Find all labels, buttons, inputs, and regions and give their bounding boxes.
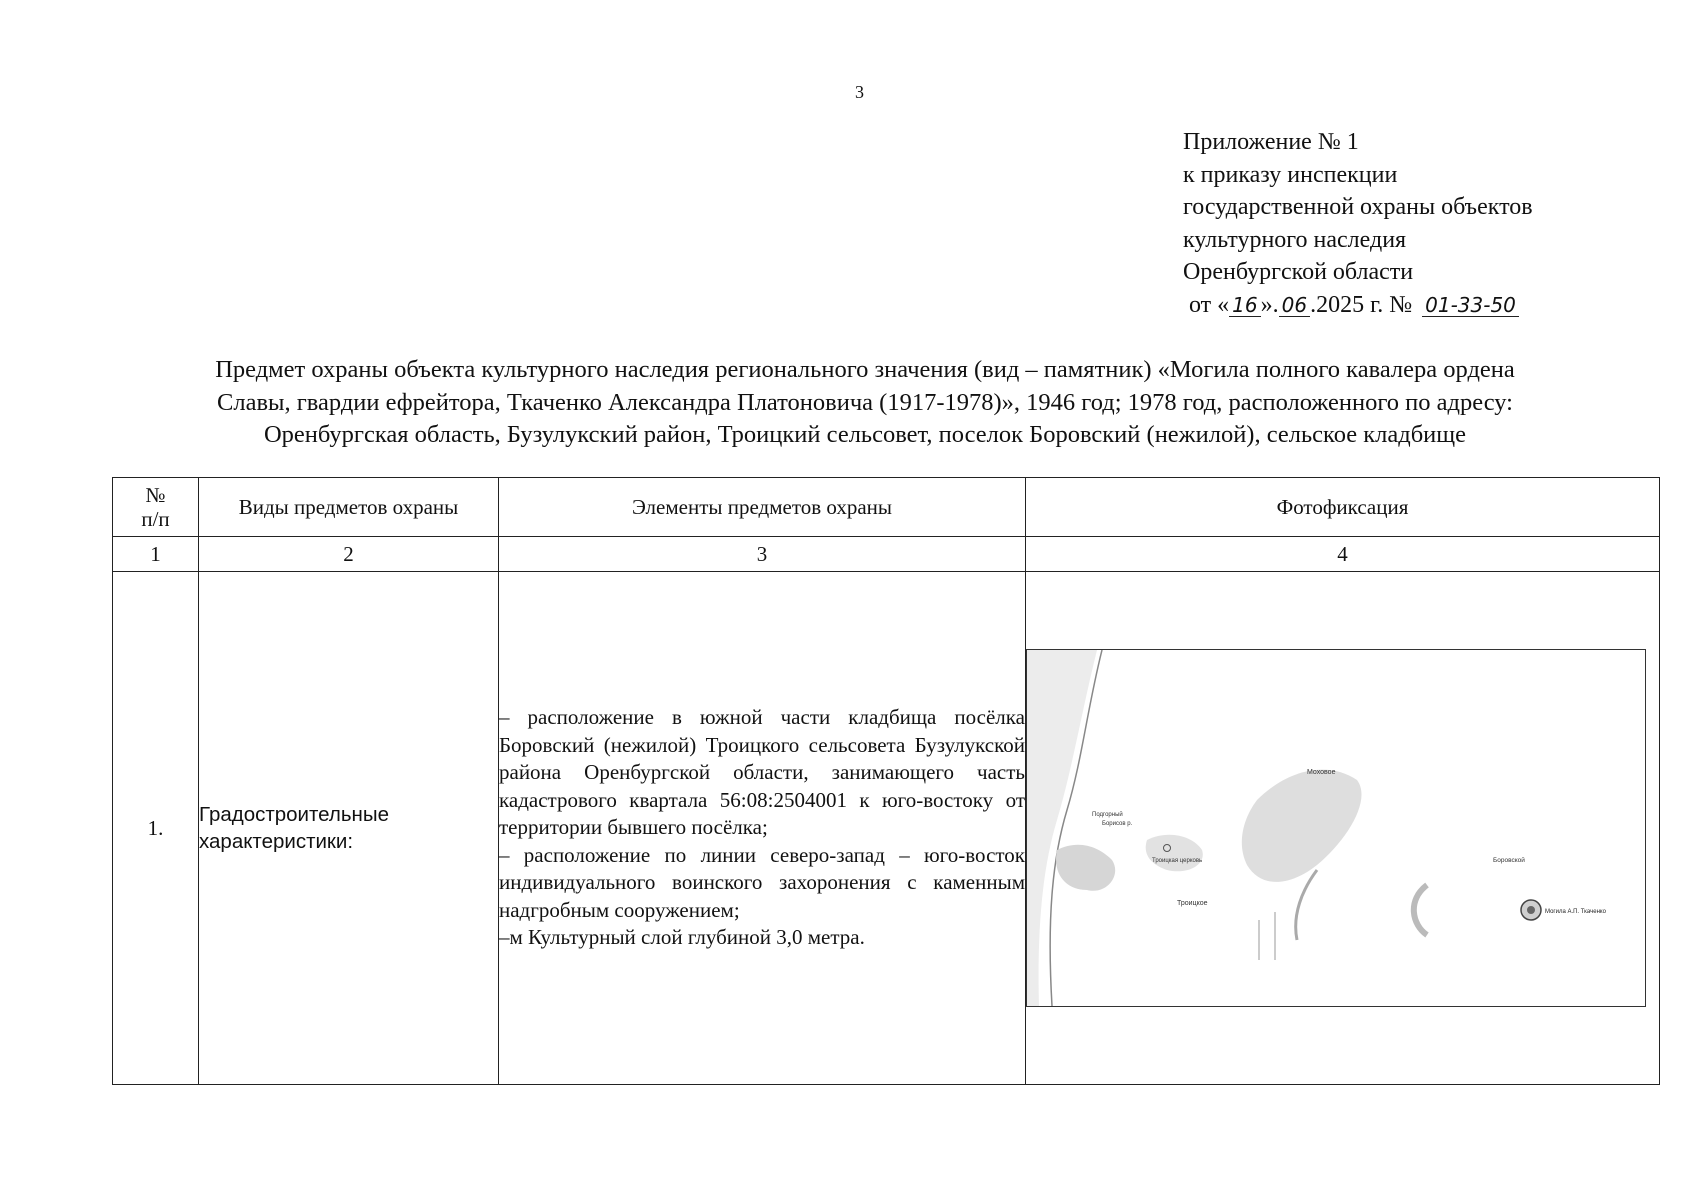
column-number: 4 [1026,537,1660,572]
map-label: Могила А.П. Ткаченко [1545,909,1606,915]
page-number: 3 [855,82,864,102]
map-label: Моховое [1307,769,1336,776]
element-item: – расположение в южной части кладбища посёлка Боровский (нежилой) Троицкого сельсовета Бузулукской района Оренбургской области, занимающего часть кадастрового квартала 56:08:2504001 к юго-востоку от территории бывшего посёлка; [499,705,1025,840]
table-row [113,572,1660,1085]
header-types: Виды предметов охраны [199,478,499,537]
row-number: 1. [113,572,199,1085]
map-label: Подгорный [1092,812,1123,818]
order-year: .2025 г. № [1310,291,1413,318]
row-type: Градостроительные характеристики: [199,572,499,1085]
table-header-row [113,478,1660,537]
appendix-line: Оренбургской области [1183,259,1414,285]
title-line: Оренбургская область, Бузулукский район, Троицкий сельсовет, поселок Боровский (нежилой), сельское кладбище [263,421,1467,448]
column-number: 2 [199,537,499,572]
title-line: Славы, гвардии ефрейтора, Ткаченко Александра Платоновича (1917-1978)», 1946 год; 1978 год, расположенного по адресу: [217,388,1513,416]
title-line: Предмет охраны объекта культурного наследия регионального значения (вид – памятник) «Могила полного кавалера ордена [215,356,1515,383]
order-sep: ». [1260,291,1279,318]
grave-marker-center [1527,906,1535,914]
element-item: –м Культурный слой глубиной 3,0 метра. [499,925,865,950]
map-label: Борисов р. [1102,821,1133,827]
appendix-block [1183,126,1533,321]
header-photo: Фотофиксация [1026,478,1660,537]
header-elements: Элементы предметов охраны [499,478,1026,537]
map-label: Троицкое [1177,900,1208,907]
element-item: – расположение по линии северо-запад – юго-восток индивидуального воинского захоронения с каменным надгробным сооружением; [499,842,1025,922]
column-number: 1 [113,537,199,572]
order-number-handwritten: 01-33-50 [1422,294,1519,317]
column-number-row [113,537,1660,572]
document-title [100,354,1630,452]
row-photo [1026,572,1660,1085]
appendix-line: к приказу инспекции [1183,161,1398,188]
order-prefix: от « [1189,291,1230,318]
map-label: Боровской [1493,857,1525,864]
header-number: № п/п [113,478,199,537]
column-number: 3 [499,537,1026,572]
location-map [1026,649,1646,1007]
order-month-handwritten: 06 [1279,294,1310,317]
order-date-line [1183,289,1533,322]
appendix-line: культурного наследия [1183,226,1407,253]
appendix-line: государственной охраны объектов [1183,194,1533,220]
row-elements [499,572,1026,1085]
protection-table [112,477,1660,1085]
map-label: Троицкая церковь [1152,858,1203,864]
appendix-line: Приложение № 1 [1183,129,1359,155]
order-day-handwritten: 16 [1229,294,1260,317]
